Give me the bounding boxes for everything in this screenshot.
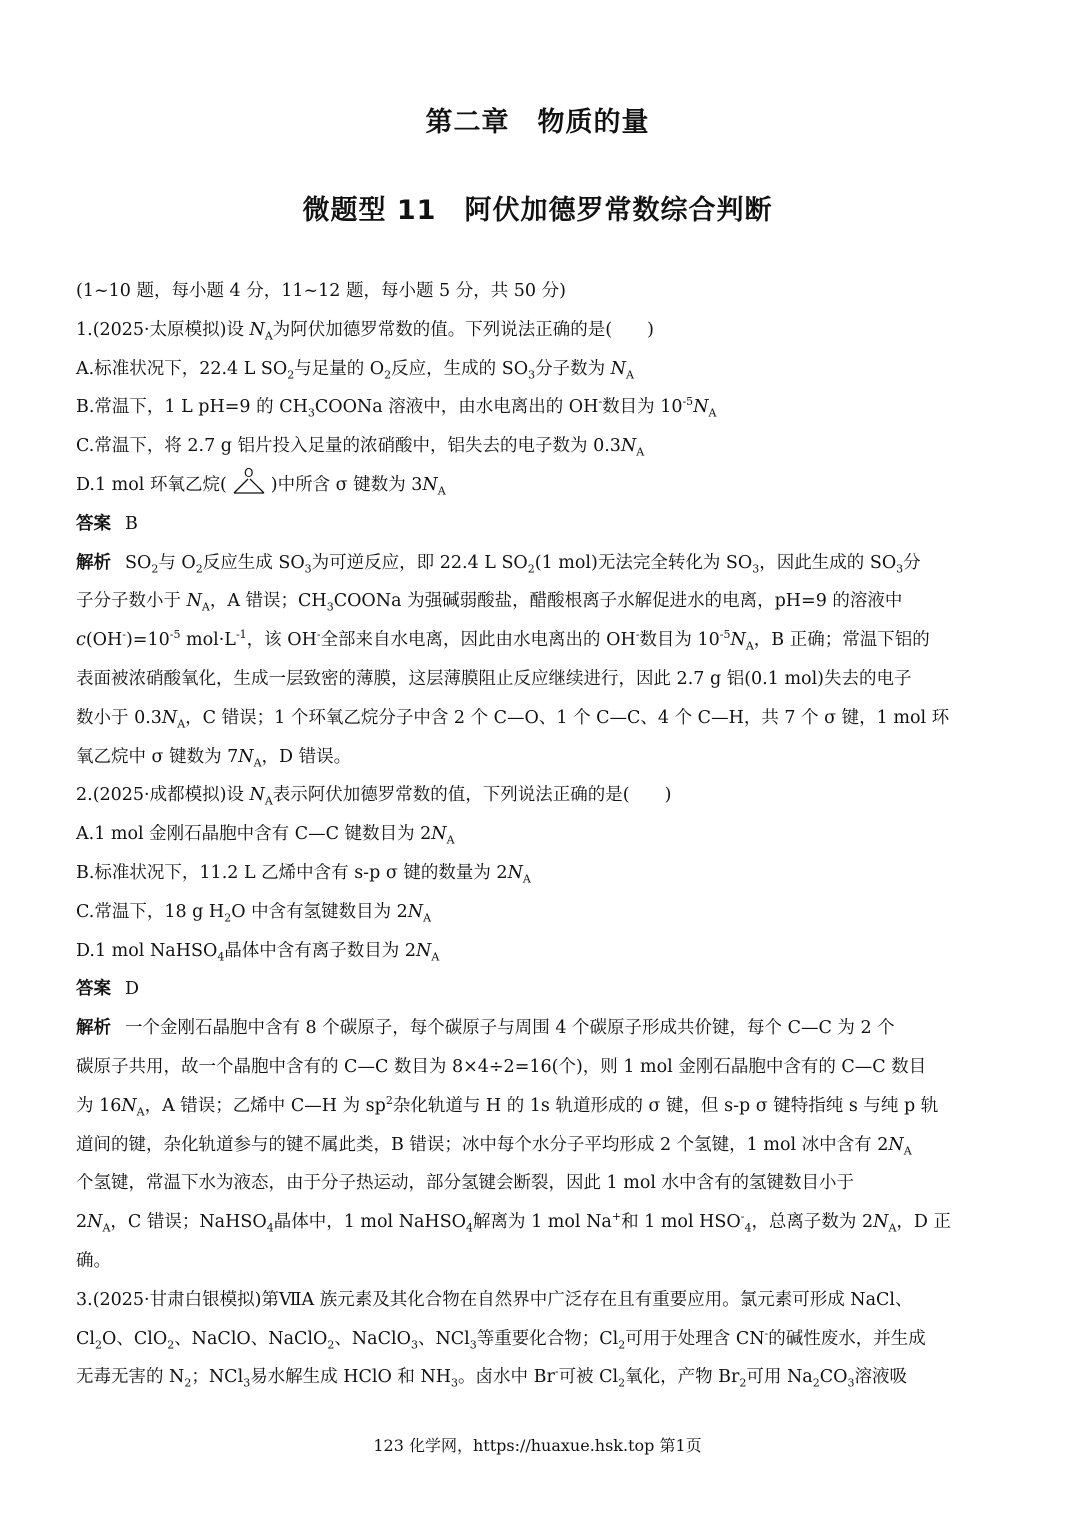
q1-option-a: A.标准状况下，22.4 L $SO_2$与足量的 $O_2$反应，生成的 $SO_3$分子数为 $N_A$ — [76, 358, 634, 382]
q2-stem: 2.(2025·成都模拟)设 $N_A$表示阿伏加德罗常数的值，下列说法正确的是( ) — [76, 785, 672, 808]
epoxy-oxygen-label: O — [243, 465, 254, 480]
score-note: (1~10 题，每小题 4 分，11~12 题，每小题 5 分，共 50 分) — [76, 281, 566, 301]
chapter-title: 第二章 物质的量 — [425, 107, 650, 138]
q1-option-c: C.常温下，将 2.7 g 铝片投入足量的浓硝酸中，铝失去的电子数为 $0.3N_A$ — [76, 436, 645, 459]
q2-option-b: B.标准状况下，11.2 L 乙烯中含有 s-p σ 键的数量为 $2N_A$ — [76, 862, 531, 886]
q1-stem: 1.(2025·太原模拟)设 $N_A$为阿伏加德罗常数的值。下列说法正确的是( ) — [76, 319, 654, 343]
q1-option-d: D.1 mol 环氧乙烷( O )中所含 σ 键数为 $3N_A$ — [76, 466, 998, 505]
q3-stem: 3.(2025·甘肃白银模拟)第ⅦA 族元素及其化合物在自然界中广泛存在且有重要应用。氯元素可形成 NaCl、 $Cl_2O$、ClO$_2$、NaClO、NaClO$_2$、NaClO$_3$、NCl$_3$等重要化合物；$Cl_2$可用于处理含 CN-的碱性废水，并生成 无毒无害的 $N_2$；NCl$_3$易水解生成 HClO 和 $NH_3$。卤水中 Br-可被 $Cl_2$氧化，产物 $Br_2$可用 $Na_2CO_3$溶液吸 — [76, 1289, 926, 1390]
section-title: 微题型 11 阿伏加德罗常数综合判断 — [302, 195, 773, 226]
q2-option-a: A.1 mol 金刚石晶胞中含有 C—C 键数目为 $2N_A$ — [76, 824, 455, 847]
page-footer: 123 化学网，https://huaxue.hsk.top 第1页 — [373, 1436, 702, 1455]
q1-answer: 答案 B — [76, 513, 138, 534]
document-body — [76, 272, 998, 1397]
q2-option-d: D.1 mol NaHSO$_4$晶体中含有离子数目为 $2N_A$ — [76, 940, 440, 964]
epoxyethane-structure-icon — [229, 466, 269, 511]
q2-option-c: C.常温下，18 g $H_2O$ 中含有氢键数目为 $2N_A$ — [76, 901, 432, 925]
q1-option-b: B.常温下，1 L pH=9 的 $CH_3COONa$ 溶液中，由水电离出的 OH-数目为 $10^{-5}N_A$ — [76, 395, 717, 420]
q2-answer: 答案 D — [76, 979, 140, 1000]
q2-analysis: 解析 一个金刚石晶胞中含有 8 个碳原子，每个碳原子与周围 4 个碳原子形成共价键，每个 C—C 为 2 个 碳原子共用，故一个晶胞中含有的 C—C 数目为 8×4÷2=16(个)，则 1 mol 金刚石晶胞中含有的 C—C 数目 为 $16N_A$，A 错误；乙烯中 C—H 为 $sp^2$杂化轨道与 H 的 1s 轨道形成的 σ 键，但 s-p σ 键特指纯 s 与纯 p 轨 道间的键，杂化轨道参与的键不属此类，B 错误；冰中每个水分子平均形成 2 个氢键，1 mol 冰中含有 $2N_A$ 个氢键，常温下水为液态，由于分子热运动，部分氢键会断裂，因此 1 mol 水中含有的氢键数目小于 $2N_A$，C 错误；NaHSO$_4$晶体中，1 mol NaHSO$_4$解离为 1 mol Na+和 1 mol $HSO^-_4$，总离子数为 $2N_A$，D 正 确。 — [76, 1018, 951, 1271]
q1-analysis: 解析 $SO_2$与 $O_2$反应生成 $SO_3$为可逆反应，即 22.4 L $SO_2(1$ mol)无法完全转化为 $SO_3$，因此生成的 $SO_3$分 子分子数小于 $N_A$，A 错误；$CH_3COONa$ 为强碱弱酸盐，醋酸根离子水解促进水的电离，pH=9 的溶液中 $c(OH^-)=10^{-5}$ $mol\cdot L^{-1}$，该 OH-全部来自水电离，因此由水电离出的 OH-数目为 $10^{-5}N_A$，B 正确；常温下铝的 表面被浓硝酸氧化，生成一层致密的薄膜，这层薄膜阻止反应继续进行，因此 2.7 g 铝(0.1 mol)失去的电子 数小于 $0.3N_A$，C 错误；1 个环氧乙烷分子中含 2 个 C—O、1 个 C—C、4 个 C—H，共 7 个 σ 键，1 mol 环 氧乙烷中 σ 键数为 $7N_A$，D 错误。 — [76, 552, 950, 770]
